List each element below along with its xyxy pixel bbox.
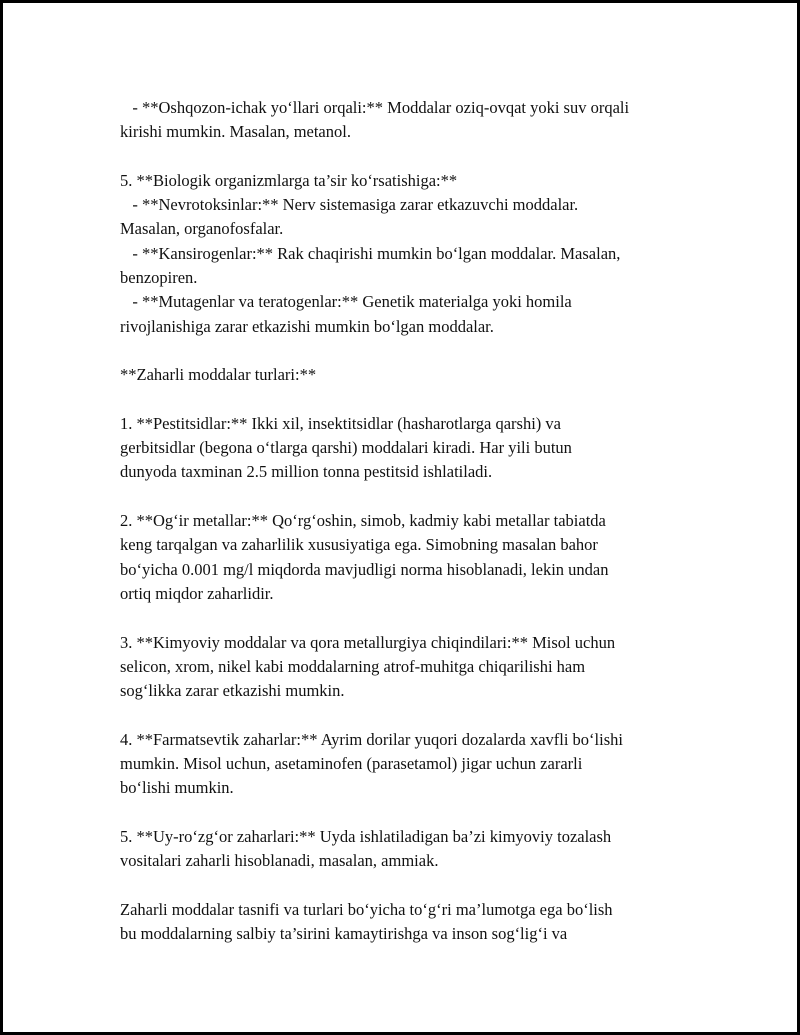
document-line: - **Kansirogenlar:** Rak chaqirishi mumkin bo‘lgan moddalar. Masalan, — [120, 243, 621, 263]
document-line — [120, 703, 720, 727]
document-line: dunyoda taxminan 2.5 million tonna pestitsid ishlatiladi. — [120, 462, 493, 482]
document-line: bo‘lishi mumkin. — [120, 778, 234, 798]
document-line — [120, 388, 720, 412]
document-line: 5. **Uy-ro‘zg‘or zaharlari:** Uyda ishlatiladigan ba’zi kimyoviy tozalash — [120, 826, 612, 846]
document-line: sog‘likka zarar etkazishi mumkin. — [120, 681, 345, 701]
document-line: 3. **Kimyoviy moddalar va qora metallurgiya chiqindilari:** Misol uchun — [120, 632, 616, 652]
document-line: - **Nevrotoksinlar:** Nerv sistemasiga zarar etkazuvchi moddalar. — [120, 195, 579, 215]
document-line: kirishi mumkin. Masalan, metanol. — [120, 122, 351, 142]
document-line — [120, 801, 720, 825]
document-line: benzopiren. — [120, 268, 198, 288]
document-line: keng tarqalgan va zaharlilik xususiyatiga ega. Simobning masalan bahor — [120, 535, 598, 555]
document-line: vositalari zaharli hisoblanadi, masalan, ammiak. — [120, 851, 439, 871]
document-line: - **Mutagenlar va teratogenlar:** Genetik materialga yoki homila — [120, 292, 572, 312]
document-line: rivojlanishiga zarar etkazishi mumkin bo‘lgan moddalar. — [120, 316, 494, 336]
document-line: Zaharli moddalar tasnifi va turlari bo‘yicha to‘g‘ri ma’lumotga ega bo‘lish — [120, 899, 613, 919]
document-line: - **Oshqozon-ichak yo‘llari orqali:** Moddalar oziq-ovqat yoki suv orqali — [120, 98, 630, 117]
document-body-text — [120, 96, 720, 946]
document-line — [120, 339, 720, 363]
document-line — [120, 145, 720, 169]
document-line: bu moddalarning salbiy ta’sirini kamaytirishga va inson sog‘lig‘i va — [120, 924, 568, 944]
document-line: bo‘yicha 0.001 mg/l miqdorda mavjudligi norma hisoblanadi, lekin undan — [120, 559, 609, 579]
document-line — [120, 874, 720, 898]
document-line: ortiq miqdor zaharlidir. — [120, 583, 274, 603]
document-line: 2. **Og‘ir metallar:** Qo‘rg‘oshin, simob, kadmiy kabi metallar tabiatda — [120, 511, 606, 531]
document-line: 5. **Biologik organizmlarga ta’sir ko‘rsatishiga:** — [120, 170, 458, 190]
document-line: 1. **Pestitsidlar:** Ikki xil, insektitsidlar (hasharotlarga qarshi) va — [120, 413, 561, 433]
document-line: selicon, xrom, nikel kabi moddalarning atrof-muhitga chiqarilishi ham — [120, 656, 586, 676]
document-line: mumkin. Misol uchun, asetaminofen (parasetamol) jigar uchun zararli — [120, 754, 583, 774]
document-line — [120, 485, 720, 509]
document-line: gerbitsidlar (begona o‘tlarga qarshi) moddalari kiradi. Har yili butun — [120, 438, 572, 458]
document-line — [120, 606, 720, 630]
document-line: Masalan, organofosfalar. — [120, 219, 284, 239]
document-line: 4. **Farmatsevtik zaharlar:** Ayrim dorilar yuqori dozalarda xavfli bo‘lishi — [120, 729, 623, 749]
document-line: **Zaharli moddalar turlari:** — [120, 365, 317, 385]
